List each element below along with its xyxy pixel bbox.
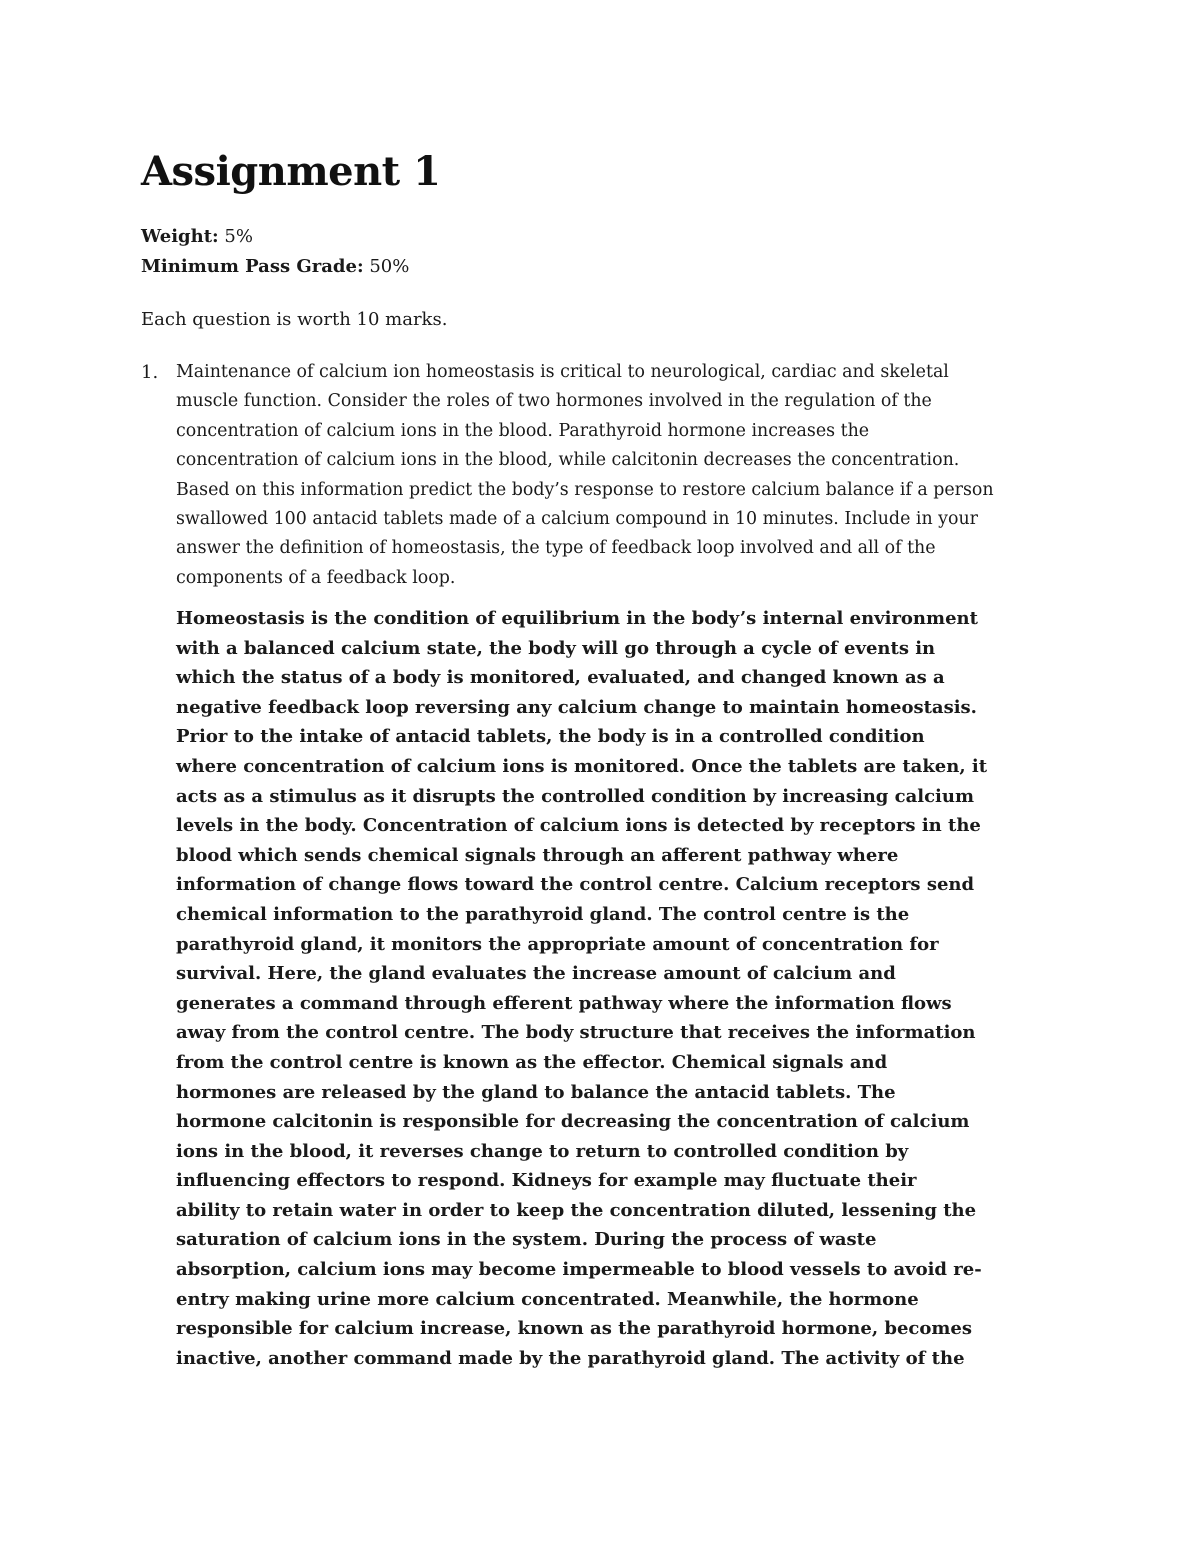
answer-line: Prior to the intake of antacid tablets, the body is in a controlled condition: [176, 726, 925, 748]
question-line: Maintenance of calcium ion homeostasis is critical to neurological, cardiac and skeletal: [176, 362, 949, 382]
weight-row: [141, 222, 409, 252]
answer-line: chemical information to the parathyroid gland. The control centre is the: [176, 903, 910, 925]
question-line: answer the definition of homeostasis, the type of feedback loop involved and all of the: [176, 538, 936, 559]
answer-line: levels in the body. Concentration of calcium ions is detected by receptors in the: [176, 815, 981, 837]
answer-line: ions in the blood, it reverses change to return to controlled condition by: [176, 1140, 909, 1162]
question-line: Based on this information predict the body’s response to restore calcium balance if a person: [176, 479, 994, 500]
weight-label: Weight:: [141, 226, 219, 247]
answer-line: influencing effectors to respond. Kidneys for example may fluctuate their: [176, 1170, 917, 1192]
question-line: swallowed 100 antacid tablets made of a calcium compound in 10 minutes. Include in your: [176, 509, 978, 530]
question-line: muscle function. Consider the roles of two hormones involved in the regulation of the: [176, 391, 932, 412]
answer-line: survival. Here, the gland evaluates the increase amount of calcium and: [176, 963, 896, 985]
answer-line: generates a command through efferent pathway where the information flows: [176, 992, 952, 1014]
answer-line: saturation of calcium ions in the system. During the process of waste: [176, 1229, 877, 1251]
question-number: 1.: [141, 362, 159, 383]
answer-line: entry making urine more calcium concentrated. Meanwhile, the hormone: [176, 1288, 919, 1310]
answer-line: where concentration of calcium ions is monitored. Once the tablets are taken, it: [176, 755, 988, 777]
answer-line: Homeostasis is the condition of equilibrium in the body’s internal environment: [176, 608, 978, 629]
intro-text: Each question is worth 10 marks.: [141, 309, 448, 330]
page-title: Assignment 1: [141, 148, 441, 195]
answer-line: with a balanced calcium state, the body will go through a cycle of events in: [176, 637, 936, 659]
answer-line: responsible for calcium increase, known as the parathyroid hormone, becomes: [176, 1318, 972, 1340]
answer-line: information of change flows toward the control centre. Calcium receptors send: [176, 874, 975, 896]
answer-line: blood which sends chemical signals through an afferent pathway where: [176, 844, 899, 866]
answer-line: parathyroid gland, it monitors the appropriate amount of concentration for: [176, 933, 939, 955]
weight-value: 5%: [224, 226, 253, 247]
pass-grade-label: Minimum Pass Grade:: [141, 256, 364, 277]
pass-grade-row: [141, 252, 409, 282]
question-text: [176, 358, 1016, 593]
answer-line: inactive, another command made by the parathyroid gland. The activity of the: [176, 1347, 965, 1369]
question-line: components of a feedback loop.: [176, 567, 456, 588]
answer-line: absorption, calcium ions may become impermeable to blood vessels to avoid re-: [176, 1259, 982, 1281]
answer-text: [176, 604, 1056, 1373]
assignment-meta: [141, 222, 409, 282]
question-line: concentration of calcium ions in the blood. Parathyroid hormone increases the: [176, 420, 870, 441]
answer-line: ability to retain water in order to keep the concentration diluted, lessening the: [176, 1199, 977, 1221]
answer-line: negative feedback loop reversing any calcium change to maintain homeostasis.: [176, 696, 977, 718]
answer-line: away from the control centre. The body structure that receives the information: [176, 1022, 976, 1044]
question-line: concentration of calcium ions in the blood, while calcitonin decreases the concentration.: [176, 450, 960, 471]
answer-line: from the control centre is known as the effector. Chemical signals and: [176, 1051, 888, 1073]
answer-line: acts as a stimulus as it disrupts the controlled condition by increasing calcium: [176, 785, 975, 807]
answer-line: which the status of a body is monitored, evaluated, and changed known as a: [176, 667, 945, 689]
answer-line: hormone calcitonin is responsible for decreasing the concentration of calcium: [176, 1111, 970, 1133]
pass-grade-value: 50%: [369, 256, 410, 277]
answer-line: hormones are released by the gland to balance the antacid tablets. The: [176, 1081, 896, 1103]
